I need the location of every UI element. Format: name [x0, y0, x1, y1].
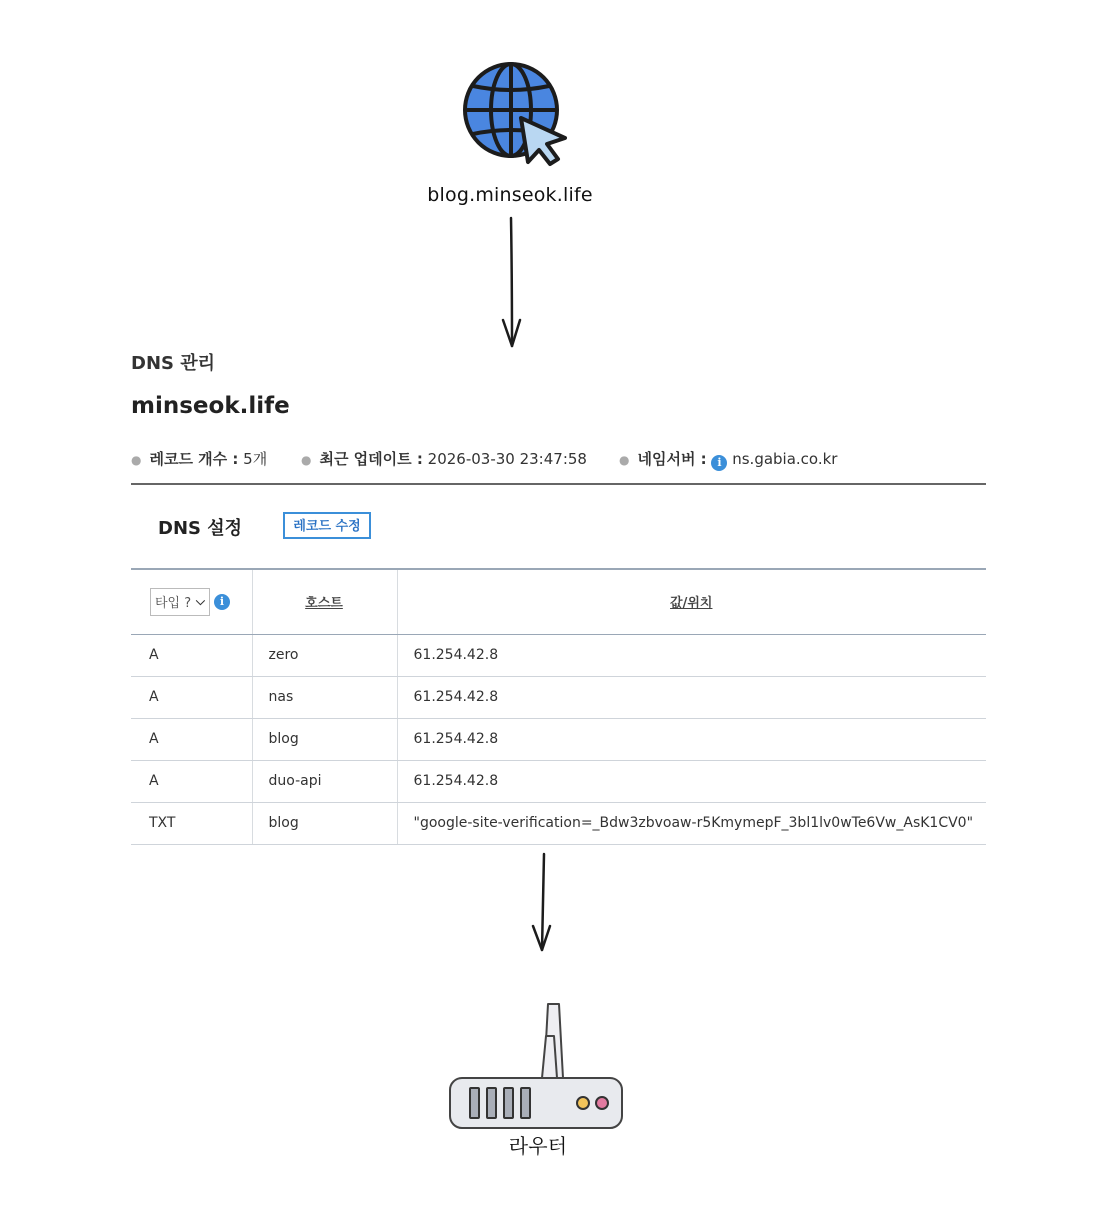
info-icon[interactable]: i — [214, 594, 230, 610]
divider — [131, 483, 986, 485]
record-count — [131, 448, 267, 469]
record-value: 61.254.42.8 — [397, 718, 986, 760]
record-host: zero — [252, 634, 397, 676]
globe-cursor-icon — [458, 60, 573, 170]
breadcrumb: DNS 관리 — [131, 353, 216, 374]
record-value: "google-site-verification=_Bdw3zbvoaw-r5KmymepF_3bl1lv0wTe6Vw_AsK1CV0" — [397, 802, 986, 844]
router-label: 라우터 — [508, 1134, 568, 1158]
bullet-icon: ● — [131, 453, 142, 467]
last-updated — [301, 448, 587, 469]
domain-title: minseok.life — [131, 393, 290, 419]
value-header[interactable] — [397, 569, 986, 634]
section-title: DNS 설정 — [158, 518, 243, 539]
arrow-down-1 — [495, 216, 529, 354]
record-type: A — [131, 676, 252, 718]
nameserver-label: 네임서버 : — [637, 450, 707, 468]
table-row — [131, 718, 986, 760]
table-row — [131, 760, 986, 802]
nameserver — [619, 448, 837, 471]
record-count-label: 레코드 개수 : — [149, 450, 239, 468]
record-type: A — [131, 634, 252, 676]
record-host: blog — [252, 718, 397, 760]
record-value: 61.254.42.8 — [397, 634, 986, 676]
type-select-label: 타입 ? — [155, 596, 192, 612]
record-host: duo-api — [252, 760, 397, 802]
nameserver-value: ns.gabia.co.kr — [732, 450, 838, 468]
record-type: A — [131, 760, 252, 802]
table-header-row — [131, 569, 986, 634]
arrow-down-2 — [526, 852, 560, 960]
bullet-icon: ● — [619, 453, 630, 467]
type-header — [131, 569, 252, 634]
dns-records-table — [131, 568, 986, 845]
record-value: 61.254.42.8 — [397, 760, 986, 802]
globe-label: blog.minseok.life — [427, 184, 593, 206]
host-header[interactable] — [252, 569, 397, 634]
record-host: nas — [252, 676, 397, 718]
type-select[interactable] — [150, 588, 210, 616]
record-value: 61.254.42.8 — [397, 676, 986, 718]
updated-label: 최근 업데이트 : — [319, 450, 423, 468]
updated-value: 2026-03-30 23:47:58 — [427, 450, 587, 468]
record-type: A — [131, 718, 252, 760]
edit-records-button[interactable]: 레코드 수정 — [283, 512, 371, 539]
record-host: blog — [252, 802, 397, 844]
host-header-label: 호스트 — [305, 596, 343, 612]
record-type: TXT — [131, 802, 252, 844]
router-icon — [446, 1000, 626, 1132]
table-row — [131, 676, 986, 718]
table-row — [131, 634, 986, 676]
bullet-icon: ● — [301, 453, 312, 467]
table-row — [131, 802, 986, 844]
chevron-down-icon: ⌵ — [195, 594, 205, 609]
record-count-value: 5개 — [243, 450, 268, 468]
info-icon[interactable]: i — [711, 455, 727, 471]
value-header-label: 값/위치 — [670, 596, 713, 612]
